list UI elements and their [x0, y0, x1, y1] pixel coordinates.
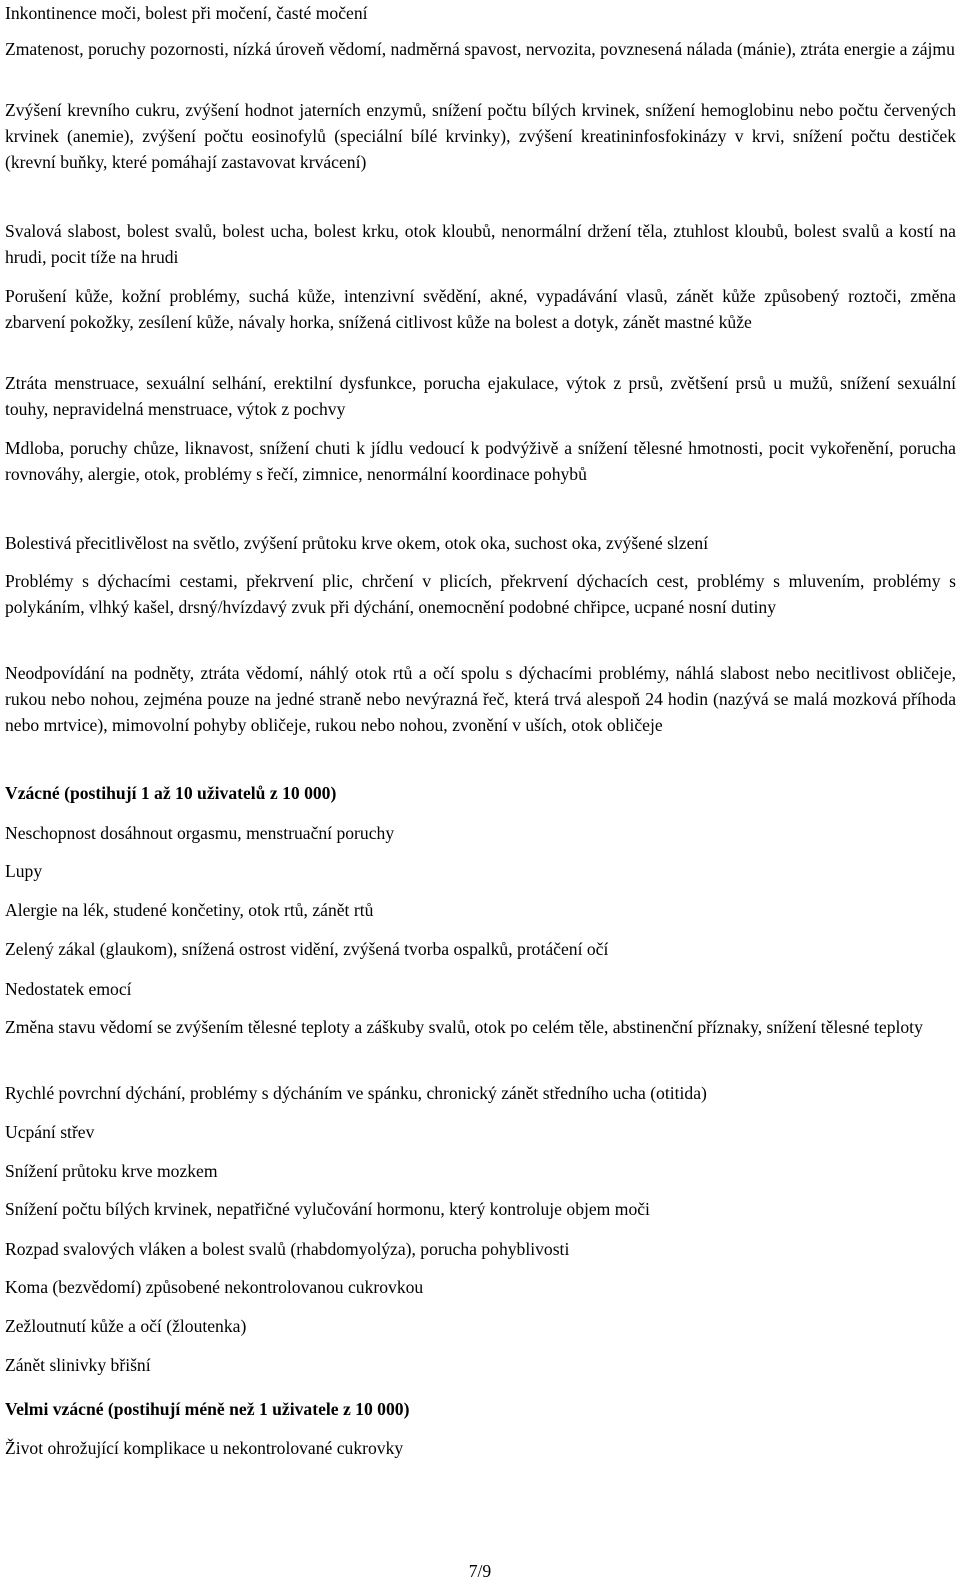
paragraph: Ucpání střev [5, 1122, 95, 1142]
page-number: 7/9 [468, 1561, 492, 1581]
paragraph: Problémy s dýchacími cestami, překrvení plic, chrčení v plicích, překrvení dýchacích cest, problémy s mluvením, problémy s polykáním, vlhký kašel, drsný/hvízdavý zvuk při dýchání, onemocnění podobné chřipce, ucpané nosní dutiny [5, 571, 956, 617]
paragraph: Nedostatek emocí [5, 979, 132, 999]
paragraph: Mdloba, poruchy chůze, liknavost, snížení chuti k jídlu vedoucí k podvýživě a snížení tělesné hmotnosti, pocit vykořenění, porucha rovnováhy, alergie, otok, problémy s řečí, zimnice, nenormální koordinace pohybů [5, 438, 956, 484]
paragraph: Neodpovídání na podněty, ztráta vědomí, náhlý otok rtů a očí spolu s dýchacími problémy, náhlá slabost nebo necitlivost obličeje, rukou nebo nohou, zejména pouze na jedné straně nebo nevýrazná řeč, která trvá alespoň 24 hodin (nazývá se malá mozková příhoda nebo mrtvice), mimovolní pohyby obličeje, rukou nebo nohou, zvonění v uších, otok obličeje [5, 663, 956, 735]
paragraph: Zelený zákal (glaukom), snížená ostrost vidění, zvýšená tvorba ospalků, protáčení očí [5, 939, 609, 959]
section-heading: Velmi vzácné (postihují méně než 1 uživatele z 10 000) [5, 1399, 410, 1419]
paragraph: Zvýšení krevního cukru, zvýšení hodnot jaterních enzymů, snížení počtu bílých krvinek, snížení hemoglobinu nebo počtu červených krvinek (anemie), zvýšení počtu eosinofylů (speciální bílé krvinky), zvýšení kreatininfosfokinázy v krvi, snížení počtu destiček (krevní buňky, které pomáhají zastavovat krvácení) [5, 100, 956, 172]
section-heading: Vzácné (postihují 1 až 10 uživatelů z 10 000) [5, 783, 337, 803]
paragraph: Život ohrožující komplikace u nekontrolované cukrovky [5, 1438, 404, 1458]
paragraph: Změna stavu vědomí se zvýšením tělesné teploty a záškuby svalů, otok po celém těle, abstinenční příznaky, snížení tělesné teploty [5, 1017, 923, 1037]
paragraph: Zmatenost, poruchy pozornosti, nízká úroveň vědomí, nadměrná spavost, nervozita, povznesená nálada (mánie), ztráta energie a zájmu [5, 39, 955, 59]
paragraph: Zežloutnutí kůže a očí (žloutenka) [5, 1316, 247, 1336]
paragraph: Snížení průtoku krve mozkem [5, 1161, 218, 1181]
paragraph: Neschopnost dosáhnout orgasmu, menstruační poruchy [5, 823, 395, 843]
paragraph: Rozpad svalových vláken a bolest svalů (rhabdomyolýza), porucha pohyblivosti [5, 1239, 570, 1259]
paragraph: Rychlé povrchní dýchání, problémy s dýcháním ve spánku, chronický zánět středního ucha (otitida) [5, 1083, 707, 1103]
paragraph: Alergie na lék, studené končetiny, otok rtů, zánět rtů [5, 900, 374, 920]
paragraph: Bolestivá přecitlivělost na světlo, zvýšení průtoku krve okem, otok oka, suchost oka, zvýšené slzení [5, 533, 709, 553]
paragraph: Inkontinence moči, bolest při močení, časté močení [5, 3, 368, 23]
paragraph: Zánět slinivky břišní [5, 1355, 151, 1375]
paragraph: Koma (bezvědomí) způsobené nekontrolovanou cukrovkou [5, 1277, 424, 1297]
paragraph: Ztráta menstruace, sexuální selhání, erektilní dysfunkce, porucha ejakulace, výtok z prsů, zvětšení prsů u mužů, snížení sexuální touhy, nepravidelná menstruace, výtok z pochvy [5, 373, 956, 419]
paragraph: Lupy [5, 861, 43, 881]
paragraph: Porušení kůže, kožní problémy, suchá kůže, intenzivní svědění, akné, vypadávání vlasů, zánět kůže způsobený roztoči, změna zbarvení pokožky, zesílení kůže, návaly horka, snížená citlivost kůže na bolest a dotyk, zánět mastné kůže [5, 286, 956, 332]
paragraph: Svalová slabost, bolest svalů, bolest ucha, bolest krku, otok kloubů, nenormální držení těla, ztuhlost kloubů, bolest svalů a kostí na hrudi, pocit tíže na hrudi [5, 221, 956, 267]
paragraph: Snížení počtu bílých krvinek, nepatřičné vylučování hormonu, který kontroluje objem moči [5, 1199, 650, 1219]
